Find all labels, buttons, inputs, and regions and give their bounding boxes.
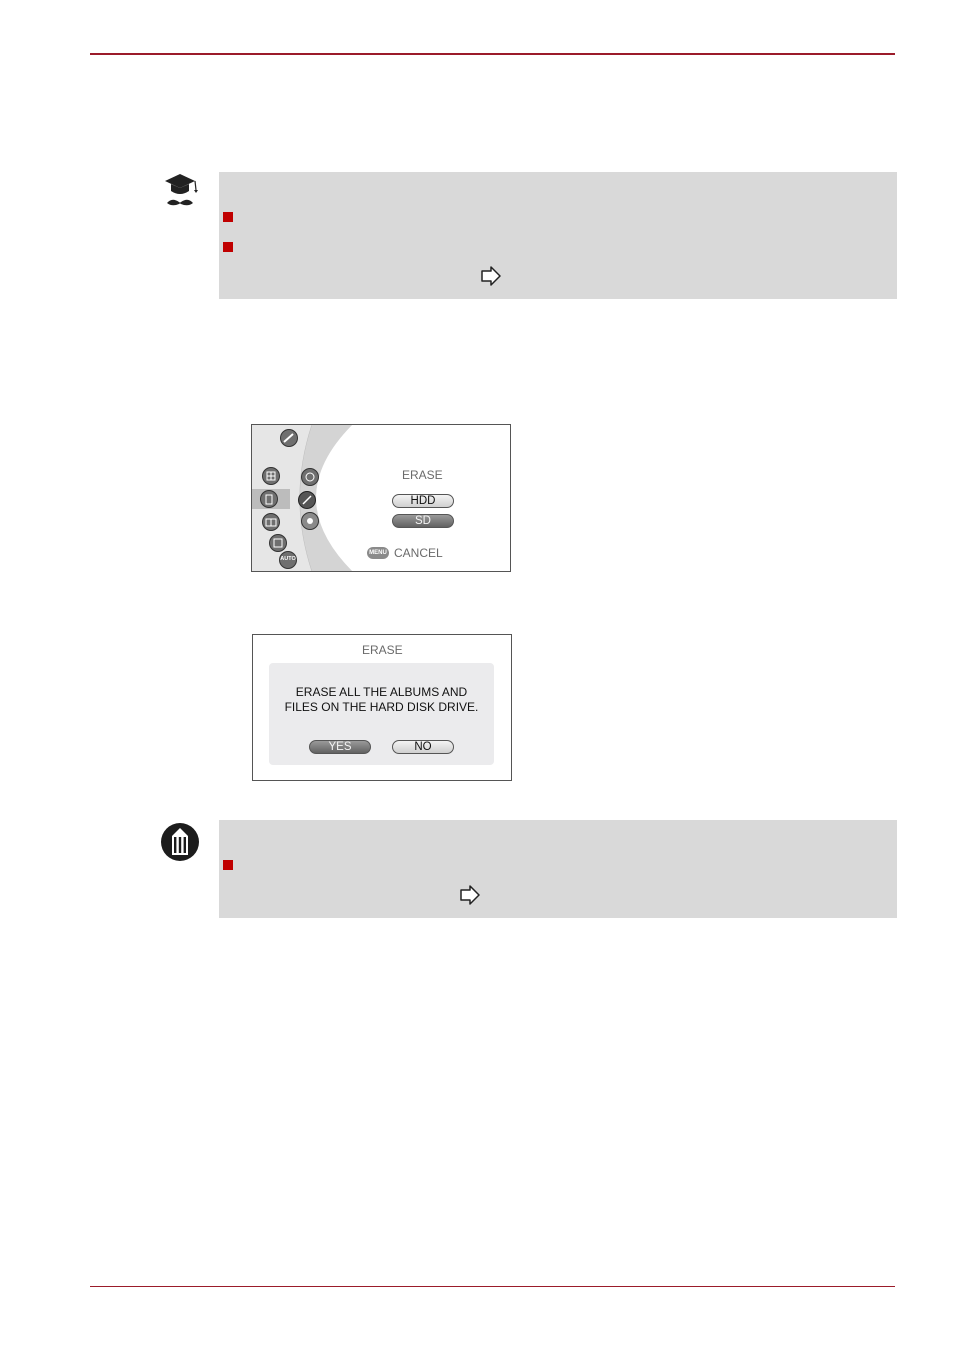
- arrow-right-icon: [480, 266, 502, 286]
- erase-confirm-screen: [252, 634, 512, 781]
- tip-bullet-2: [223, 242, 233, 252]
- pen-icon[interactable]: [297, 490, 317, 510]
- graduation-cap-icon: [161, 172, 201, 210]
- confirm-message-line-1: ERASE ALL THE ALBUMS AND: [295, 685, 468, 699]
- trash-icon[interactable]: [259, 489, 279, 509]
- confirm-message: [269, 685, 494, 715]
- confirm-title: ERASE: [362, 643, 403, 657]
- confirm-dialog: [269, 663, 494, 765]
- pencil-note-icon: [160, 822, 200, 862]
- yes-button[interactable]: YES: [309, 740, 371, 754]
- tip-box: [219, 172, 897, 299]
- globe-icon[interactable]: [300, 467, 320, 487]
- book-icon[interactable]: [261, 512, 281, 532]
- note-bullet-1: [223, 860, 233, 870]
- cancel-label[interactable]: CANCEL: [394, 546, 443, 560]
- footer-rule: [90, 1286, 895, 1287]
- star-icon[interactable]: [300, 511, 320, 531]
- header-rule: [90, 53, 895, 55]
- sd-button[interactable]: SD: [392, 514, 454, 528]
- grid-icon[interactable]: [261, 466, 281, 486]
- menu-title: ERASE: [402, 468, 443, 482]
- tip-bullet-1: [223, 212, 233, 222]
- note-box: [219, 820, 897, 918]
- confirm-message-line-2: FILES ON THE HARD DISK DRIVE.: [284, 700, 479, 714]
- arrow-right-icon: [459, 885, 481, 905]
- hdd-button[interactable]: HDD: [392, 494, 454, 508]
- auto-icon-label: AUTO: [280, 556, 296, 562]
- menu-button-icon[interactable]: MENU: [367, 547, 389, 559]
- no-button[interactable]: NO: [392, 740, 454, 754]
- wrench-icon[interactable]: [279, 428, 299, 448]
- erase-menu-screen: [251, 424, 511, 572]
